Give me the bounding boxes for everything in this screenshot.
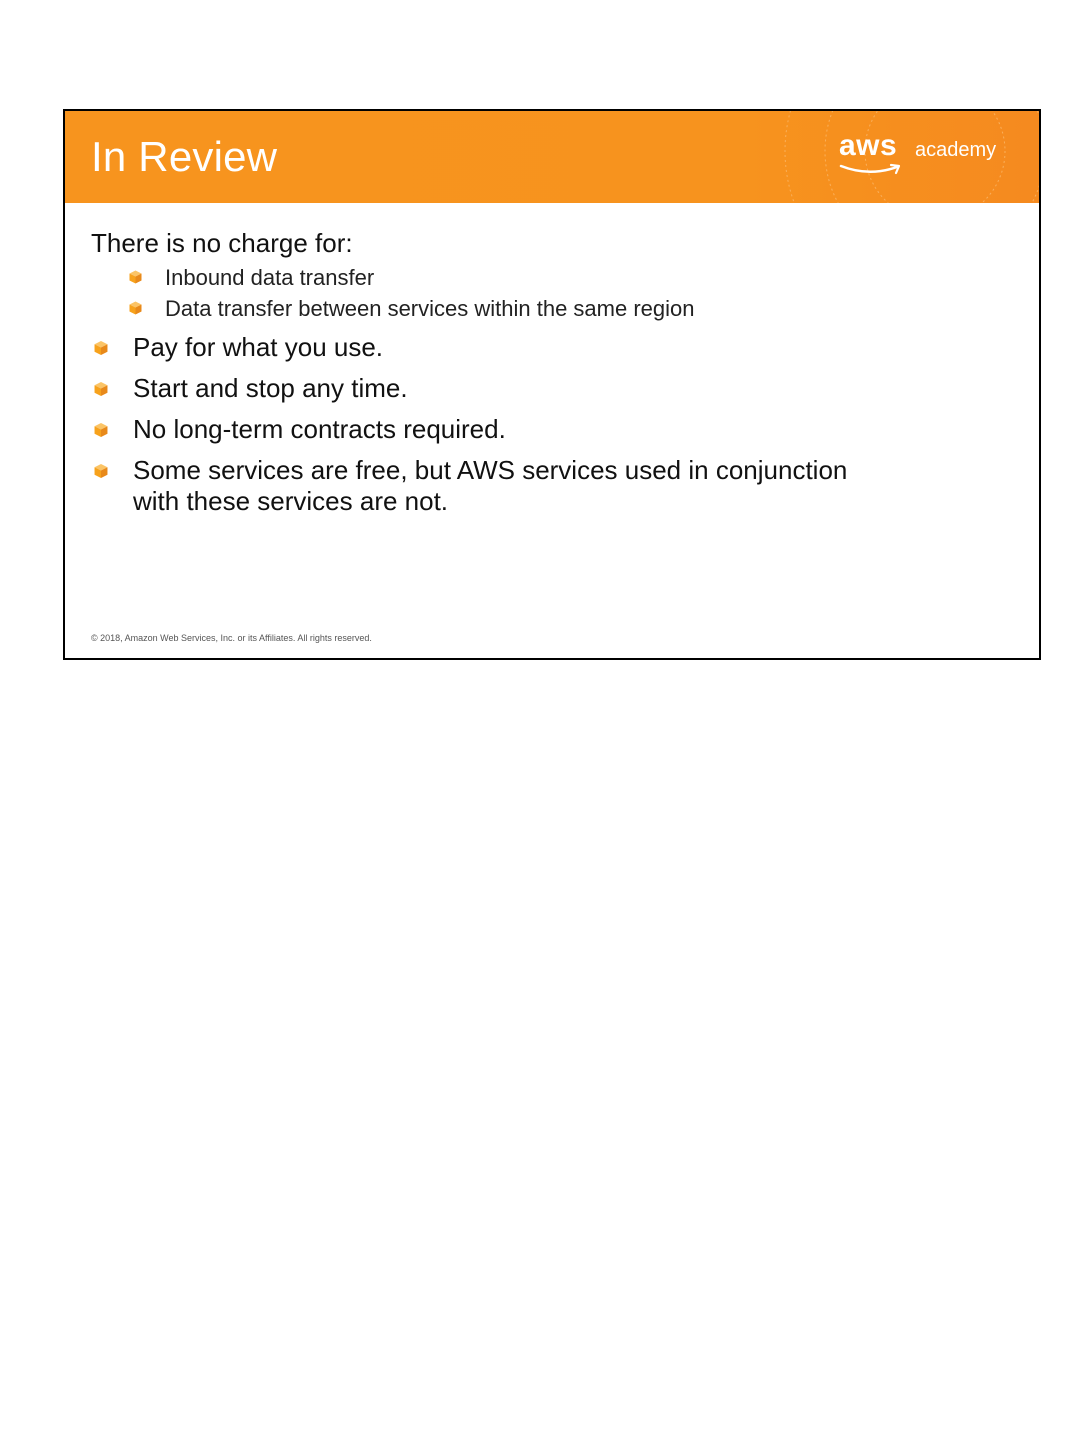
orange-cube-icon	[129, 301, 142, 315]
sub-item-text: Inbound data transfer	[165, 265, 375, 290]
logo-brand: aws	[839, 129, 898, 162]
sub-item-text: Data transfer between services within the same region	[165, 296, 695, 321]
orange-cube-icon	[94, 463, 108, 479]
orange-cube-icon	[94, 422, 108, 438]
slide-header	[65, 111, 1039, 203]
orange-cube-icon	[129, 270, 142, 284]
copyright-footer: © 2018, Amazon Web Services, Inc. or its Affiliates. All rights reserved.	[91, 633, 372, 643]
logo-subtitle: academy	[915, 139, 997, 161]
orange-cube-icon	[94, 340, 108, 356]
orange-cube-icon	[94, 381, 108, 397]
bullet-text: Pay for what you use.	[133, 332, 384, 362]
slide-title: In Review	[91, 133, 278, 180]
aws-smile-icon	[839, 163, 909, 177]
bullet-text: Start and stop any time.	[133, 373, 408, 403]
slide	[63, 109, 1041, 660]
bullet-text: No long-term contracts required.	[133, 414, 506, 444]
aws-academy-logo	[837, 129, 1007, 184]
bullet-text: Some services are free, but AWS services used in conjunction	[133, 455, 848, 485]
intro-text: There is no charge for:	[91, 228, 353, 258]
bullet-text-continuation: with these services are not.	[133, 486, 449, 516]
